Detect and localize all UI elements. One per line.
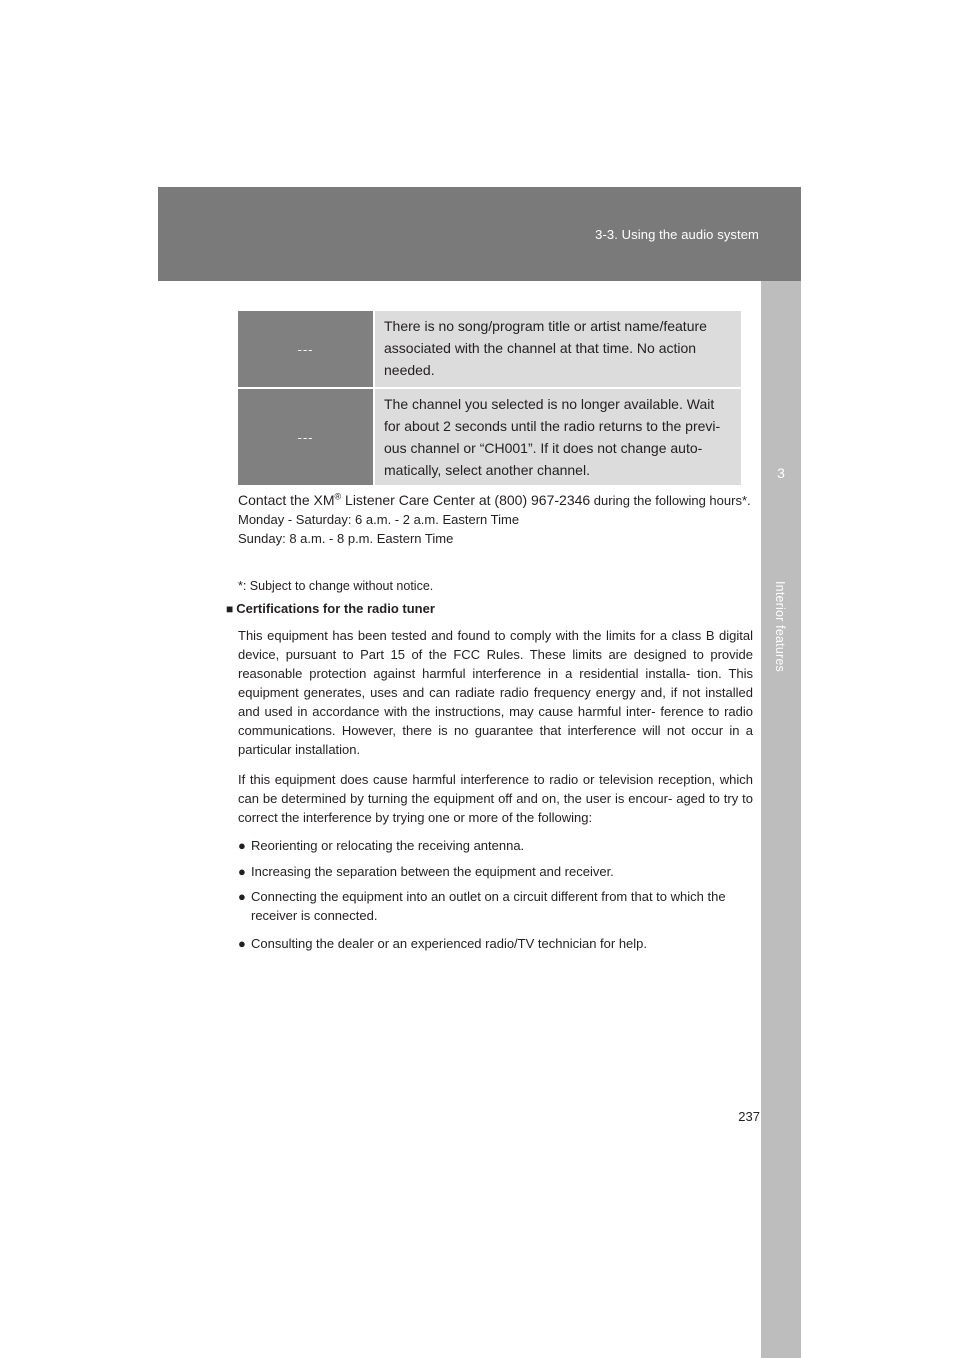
bullet-marker: ● xyxy=(238,864,246,879)
footnote: *: Subject to change without notice. xyxy=(238,579,434,593)
list-item-text: Connecting the equipment into an outlet on a circuit different from that to which the receiver is connected. xyxy=(251,889,726,923)
header-bar xyxy=(158,187,801,281)
status-description: There is no song/program title or artist name/feature associated with the channel at that time. No action needed. xyxy=(375,311,741,387)
list-item xyxy=(238,934,753,953)
table-row xyxy=(238,389,741,485)
contact-info xyxy=(238,491,753,548)
bullet-marker: ● xyxy=(238,889,246,904)
list-item xyxy=(238,836,753,855)
section-heading xyxy=(226,601,435,616)
contact-line xyxy=(238,491,753,510)
status-code: --- xyxy=(238,311,373,387)
section-heading-text: Certifications for the radio tuner xyxy=(236,601,435,616)
list-item xyxy=(238,887,753,925)
chapter-label: Interior features xyxy=(773,581,787,672)
page-number: 237 xyxy=(738,1109,760,1124)
status-description: The channel you selected is no longer available. Wait for about 2 seconds until the radio returns to the previ- ous channel or “CH001”. If it does not change auto- matically, select another channel. xyxy=(375,389,741,485)
chapter-side-tab xyxy=(761,281,801,1358)
list-item-text: Increasing the separation between the equipment and receiver. xyxy=(251,864,614,879)
status-code: --- xyxy=(238,389,373,485)
hours-weekday: Monday - Saturday: 6 a.m. - 2 a.m. Eastern Time xyxy=(238,512,520,527)
list-item-text: Reorienting or relocating the receiving antenna. xyxy=(251,838,525,853)
paragraph: If this equipment does cause harmful interference to radio or television reception, which can be determined by turning the equipment off and on, the user is encour- aged to try to correct the interference by trying one or more of the following: xyxy=(238,772,753,825)
paragraph: This equipment has been tested and found to comply with the limits for a class B digital device, pursuant to Part 15 of the FCC Rules. These limits are designed to provide reasonable protection against harmful interference in a residential installa- tion. This equipment generates, uses and can radiate radio frequency energy and, if not installed and used in accordance with the instructions, may cause harmful inter- ference to radio communications. However, there is no guarantee that interference will not occur in a particular installation. xyxy=(238,628,753,757)
status-table xyxy=(238,311,741,487)
list-item-text: Consulting the dealer or an experienced radio/TV technician for help. xyxy=(251,936,648,951)
chapter-number: 3 xyxy=(777,465,785,481)
list-item xyxy=(238,862,753,881)
bullet-marker: ● xyxy=(238,838,246,853)
registered-mark: ® xyxy=(334,491,342,502)
section-marker: ■ xyxy=(226,602,234,616)
contact-prefix: Contact the XM xyxy=(238,492,335,508)
hours-sunday: Sunday: 8 a.m. - 8 p.m. Eastern Time xyxy=(238,531,454,546)
table-row xyxy=(238,311,741,387)
contact-suffix: during the following hours*. xyxy=(590,493,751,508)
section-title: 3-3. Using the audio system xyxy=(595,227,759,242)
contact-main: Listener Care Center at (800) 967-2346 xyxy=(341,492,591,508)
bullet-marker: ● xyxy=(238,936,246,951)
